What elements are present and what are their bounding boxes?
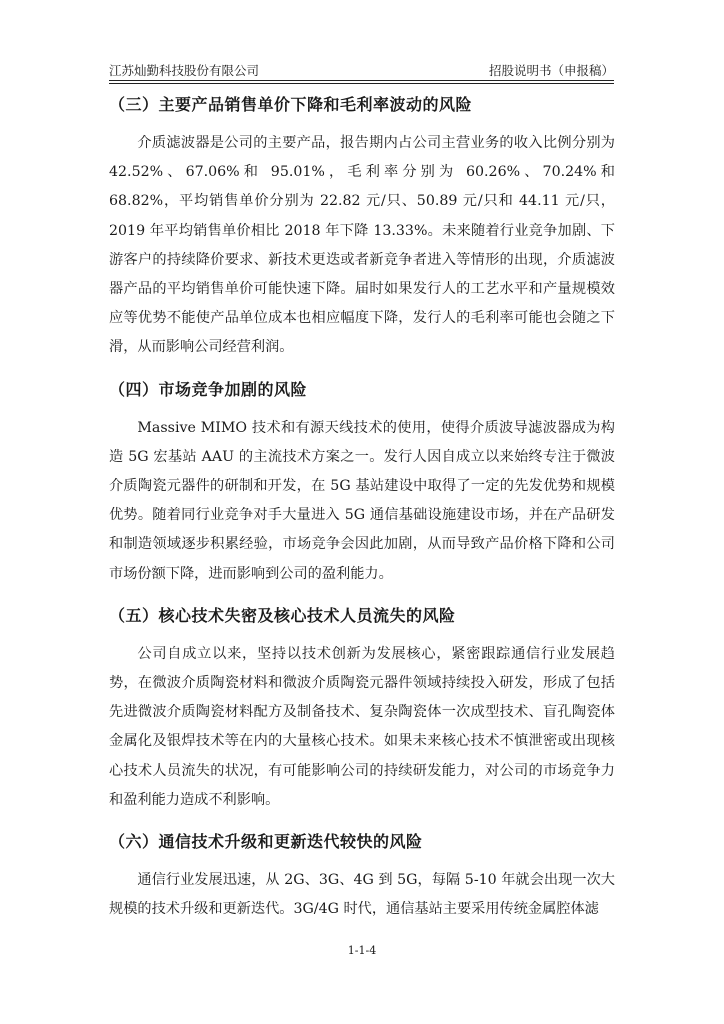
section-paragraph: 介质滤波器是公司的主要产品，报告期内占公司主营业务的收入比例分别为 42.52%、67.06%和 95.01%，毛利率分别为 60.26%、70.24%和 68.82%，平均销售单价分别为 22.82 元/只、50.89 元/只和 44.11 元/只，2019 年平均销售单价相比 2018 年下降 13.33%。未来随着行业竞争加剧、下游客户的持续降价要求、新技术更迭或者新竞争者进入等情形的出现，介质滤波器产品的平均销售单价可能快速下降。届时如果发行人的工艺水平和产量规模效应等优势不能使产品单位成本也相应幅度下降，发行人的毛利率可能也会随之下滑，从而影响公司经营利润。 xyxy=(109,135,615,356)
section-heading: （六）通信技术升级和更新迭代较快的风险 xyxy=(109,832,423,852)
section-core-technology-risk xyxy=(109,601,615,815)
page-number: 1-1-4 xyxy=(347,944,377,957)
section-heading: （三）主要产品销售单价下降和毛利率波动的风险 xyxy=(109,95,473,114)
section-paragraph: Massive MIMO 技术和有源天线技术的使用，使得介质波导滤波器成为构造 5G 宏基站 AAU 的主流技术方案之一。发行人因自成立以来始终专注于微波介质陶瓷元器件的研制和开发，在 5G 基站建设中取得了一定的先发优势和规模优势。随着同行业竞争对手大量进入 5G 通信基础设施建设市场，并在产品研发和制造领域逐步积累经验，市场竞争会因此加剧，从而导致产品价格下降和公司市场份额下降，进而影响到公司的盈利能力。 xyxy=(109,419,615,582)
section-paragraph: 公司自成立以来，坚持以技术创新为发展核心，紧密跟踪通信行业发展趋势，在微波介质陶瓷材料和微波介质陶瓷元器件领域持续投入研发，形成了包括先进微波介质陶瓷材料配方及制备技术、复杂陶瓷体一次成型技术、盲孔陶瓷体金属化及银焊技术等在内的大量核心技术。如果未来核心技术不慎泄密或出现核心技术人员流失的状况，有可能影响公司的持续研发能力，对公司的市场竞争力和盈利能力造成不利影响。 xyxy=(109,645,615,808)
section-price-margin-risk xyxy=(109,90,615,363)
section-competition-risk xyxy=(109,375,615,589)
section-paragraph: 通信行业发展迅速，从 2G、3G、4G 到 5G，每隔 5-10 年就会出现一次大规模的技术升级和更新迭代。3G/4G 时代，通信基站主要采用传统金属腔体滤 xyxy=(109,872,615,918)
section-heading: （四）市场竞争加剧的风险 xyxy=(109,379,308,399)
header-rule-thick xyxy=(109,80,614,81)
header-document-type: 招股说明书（申报稿） xyxy=(488,63,614,78)
section-technology-upgrade-risk xyxy=(109,827,615,924)
section-heading: （五）核心技术失密及核心技术人员流失的风险 xyxy=(109,605,456,625)
page-header xyxy=(109,57,614,79)
header-rule-thin xyxy=(109,83,614,84)
header-company-name: 江苏灿勤科技股份有限公司 xyxy=(109,63,260,78)
page-body xyxy=(109,90,615,924)
